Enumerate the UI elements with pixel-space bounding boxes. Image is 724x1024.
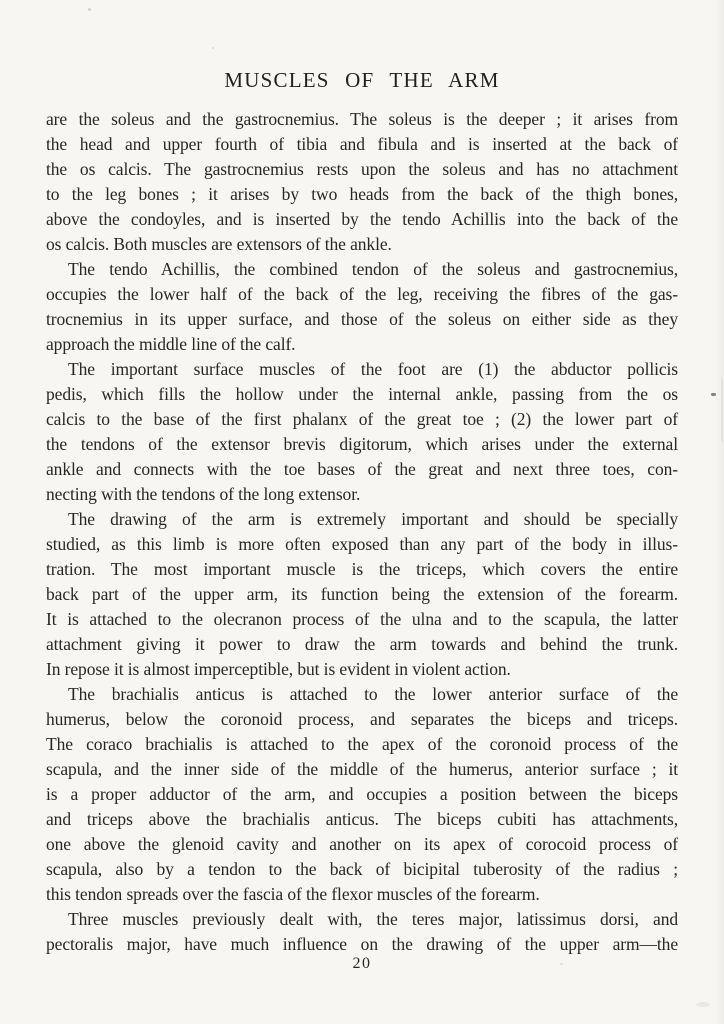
text-line: The tendo Achillis, the combined tendon of the soleus and gastrocnemius,	[68, 259, 678, 279]
text-line: one above the glenoid cavity and another on its apex of corocoid process of	[46, 834, 678, 854]
text-line: The important surface muscles of the foot are (1) the abductor pollicis	[68, 359, 678, 379]
text-line: approach the middle line of the calf.	[46, 334, 296, 354]
text-line: the tendons of the extensor brevis digitorum, which arises under the external	[46, 434, 678, 454]
scan-artifact	[711, 393, 716, 396]
text-line: Three muscles previously dealt with, the teres major, latissimus dorsi, and	[68, 909, 678, 929]
text-line: this tendon spreads over the fascia of the flexor muscles of the forearm.	[46, 884, 540, 904]
text-line: studied, as this limb is more often exposed than any part of the body in illus-	[46, 534, 678, 554]
text-line: back part of the upper arm, its function being the extension of the forearm.	[46, 584, 678, 604]
paper-speck	[696, 1002, 710, 1007]
text-line: occupies the lower half of the back of the leg, receiving the fibres of the gas-	[46, 284, 678, 304]
text-line: above the condoyles, and is inserted by the tendo Achillis into the back of the	[46, 209, 678, 229]
paper-speck	[212, 47, 214, 49]
text-line: pectoralis major, have much influence on the drawing of the upper arm—the	[46, 934, 678, 954]
page-title: MUSCLES OF THE ARM	[224, 68, 500, 92]
scan-edge-line	[721, 378, 723, 442]
text-line: the os calcis. The gastrocnemius rests upon the soleus and has no attachment	[46, 159, 678, 179]
text-line: trocnemius in its upper surface, and those of the soleus on either side as they	[46, 309, 678, 329]
text-line: scapula, and the inner side of the middle of the humerus, anterior surface ; it	[46, 759, 678, 779]
text-line: The brachialis anticus is attached to the lower anterior surface of the	[68, 684, 678, 704]
text-line: humerus, below the coronoid process, and separates the biceps and triceps.	[46, 709, 678, 729]
paper-speck	[88, 8, 91, 11]
text-line: It is attached to the olecranon process of the ulna and to the scapula, the latter	[46, 609, 678, 629]
text-line: tration. The most important muscle is the triceps, which covers the entire	[46, 559, 678, 579]
text-line: attachment giving it power to draw the arm towards and behind the trunk.	[46, 634, 678, 654]
body-text	[46, 107, 678, 957]
text-line: ankle and connects with the toe bases of the great and next three toes, con-	[46, 459, 678, 479]
text-line: os calcis. Both muscles are extensors of the ankle.	[46, 234, 392, 254]
text-line: to the leg bones ; it arises by two heads from the back of the thigh bones,	[46, 184, 678, 204]
text-line: are the soleus and the gastrocnemius. The soleus is the deeper ; it arises from	[46, 109, 678, 129]
text-line: is a proper adductor of the arm, and occupies a position between the biceps	[46, 784, 678, 804]
text-line: calcis to the base of the first phalanx of the great toe ; (2) the lower part of	[46, 409, 678, 429]
text-line: The coraco brachialis is attached to the apex of the coronoid process of the	[46, 734, 678, 754]
text-line: necting with the tendons of the long extensor.	[46, 484, 361, 504]
page-number: 20	[352, 955, 372, 972]
text-line: the head and upper fourth of tibia and fibula and is inserted at the back of	[46, 134, 678, 154]
text-line: The drawing of the arm is extremely important and should be specially	[68, 509, 678, 529]
text-line: pedis, which fills the hollow under the internal ankle, passing from the os	[46, 384, 678, 404]
text-line: and triceps above the brachialis anticus. The biceps cubiti has attachments,	[46, 809, 678, 829]
text-line: In repose it is almost imperceptible, but is evident in violent action.	[46, 659, 511, 679]
text-line: scapula, also by a tendon to the back of bicipital tuberosity of the radius ;	[46, 859, 678, 879]
